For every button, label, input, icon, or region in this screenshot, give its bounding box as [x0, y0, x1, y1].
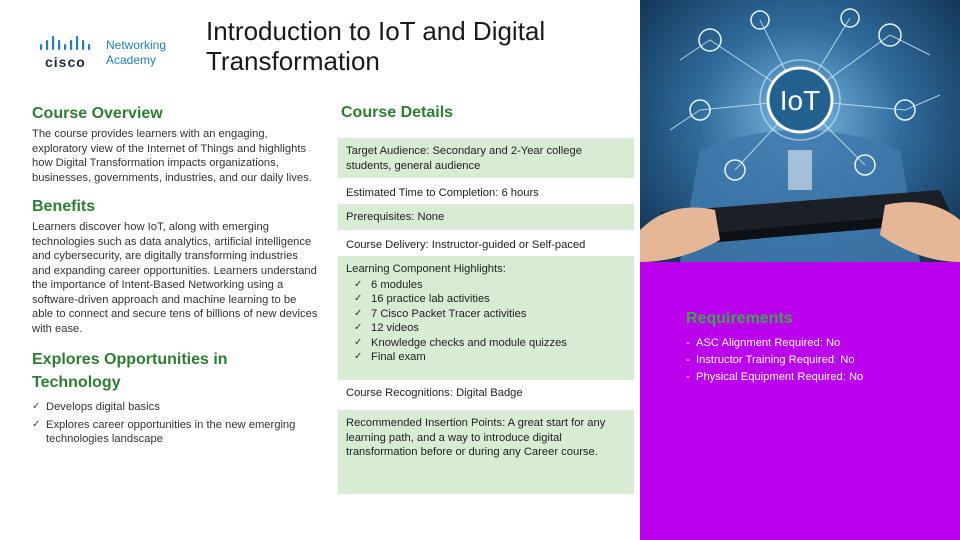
opportunities-list	[32, 400, 318, 447]
check-icon: ✓	[354, 336, 363, 348]
course-overview-section	[32, 104, 318, 185]
list-item: ✓ 12 videos	[354, 322, 419, 334]
iot-illustration-icon	[640, 0, 960, 262]
list-item: ✓ 6 modules	[354, 278, 423, 291]
iot-badge-text: IoT	[779, 85, 821, 116]
insertion-points-row: Recommended Insertion Points: A great start for any learning path, and a way to introduce digital transformation before or during any Career course.	[338, 410, 634, 494]
cisco-bridge-icon	[38, 36, 100, 54]
opportunities-heading: Explores Opportunities in Technology	[32, 351, 228, 391]
time-row: Estimated Time to Completion: 6 hours	[338, 180, 634, 202]
benefits-text: Learners discover how IoT, along with emerging technologies such as data analytics, artificial intelligence and cybersecurity, are digitally transforming industries and expanding career opportunities. Learners understand the importance of Intent-Based Networking using a software-driven approach and machine learning to be able to connect and secure tens of billions of new devices with ease.	[32, 221, 318, 335]
target-audience-row: Target Audience: Secondary and 2-Year college students, general audience	[338, 138, 634, 178]
list-item: - ASC Alignment Required: No	[686, 335, 863, 352]
check-icon: ✓	[354, 351, 363, 362]
course-details-heading: Course Details	[341, 104, 454, 121]
list-item: ✓ Knowledge checks and module quizzes	[354, 336, 567, 349]
page-title: Introduction to IoT and Digital Transformation	[206, 16, 546, 76]
check-icon: ✓	[32, 401, 41, 412]
check-icon: ✓	[354, 322, 363, 333]
requirements-heading: Requirements	[686, 310, 793, 327]
benefits-heading: Benefits	[32, 198, 96, 215]
check-icon: ✓	[32, 418, 41, 430]
list-item: ✓ Develops digital basics	[32, 401, 160, 413]
prerequisites-row: Prerequisites: None	[338, 204, 634, 230]
list-item: ✓ 16 practice lab activities	[354, 293, 490, 305]
highlights-title: Learning Component Highlights:	[346, 263, 506, 275]
highlights-row	[338, 256, 634, 380]
check-icon: ✓	[354, 278, 363, 290]
delivery-row: Course Delivery: Instructor-guided or Self-paced	[338, 232, 634, 254]
cisco-networking-academy-logo	[38, 36, 178, 76]
requirements-panel	[640, 262, 960, 540]
opportunities-section	[32, 348, 318, 447]
academy-label: Networking Academy	[106, 38, 167, 67]
recognitions-row: Course Recognitions: Digital Badge	[338, 382, 634, 408]
check-icon: ✓	[354, 307, 363, 319]
list-item: - Physical Equipment Required: No	[686, 369, 863, 386]
course-overview-text: The course provides learners with an engaging, exploratory view of the Internet of Things and highlights how Digital Transformation impacts organizations, businesses, governments, industries, and our daily lives.	[32, 128, 312, 184]
highlights-list	[346, 278, 626, 365]
course-overview-heading: Course Overview	[32, 105, 163, 122]
list-item: ✓ 7 Cisco Packet Tracer activities	[354, 307, 527, 320]
list-item: - Instructor Training Required: No	[686, 352, 863, 369]
list-item: ✓ Final exam	[354, 351, 426, 363]
iot-tablet-photo	[640, 0, 960, 262]
left-column	[32, 104, 318, 450]
benefits-section	[32, 197, 318, 336]
check-icon: ✓	[354, 293, 363, 304]
requirements-list	[686, 335, 863, 386]
cisco-wordmark: cisco	[45, 54, 86, 70]
list-item: ✓ Explores career opportunities in the new emerging technologies landscape	[32, 418, 296, 445]
